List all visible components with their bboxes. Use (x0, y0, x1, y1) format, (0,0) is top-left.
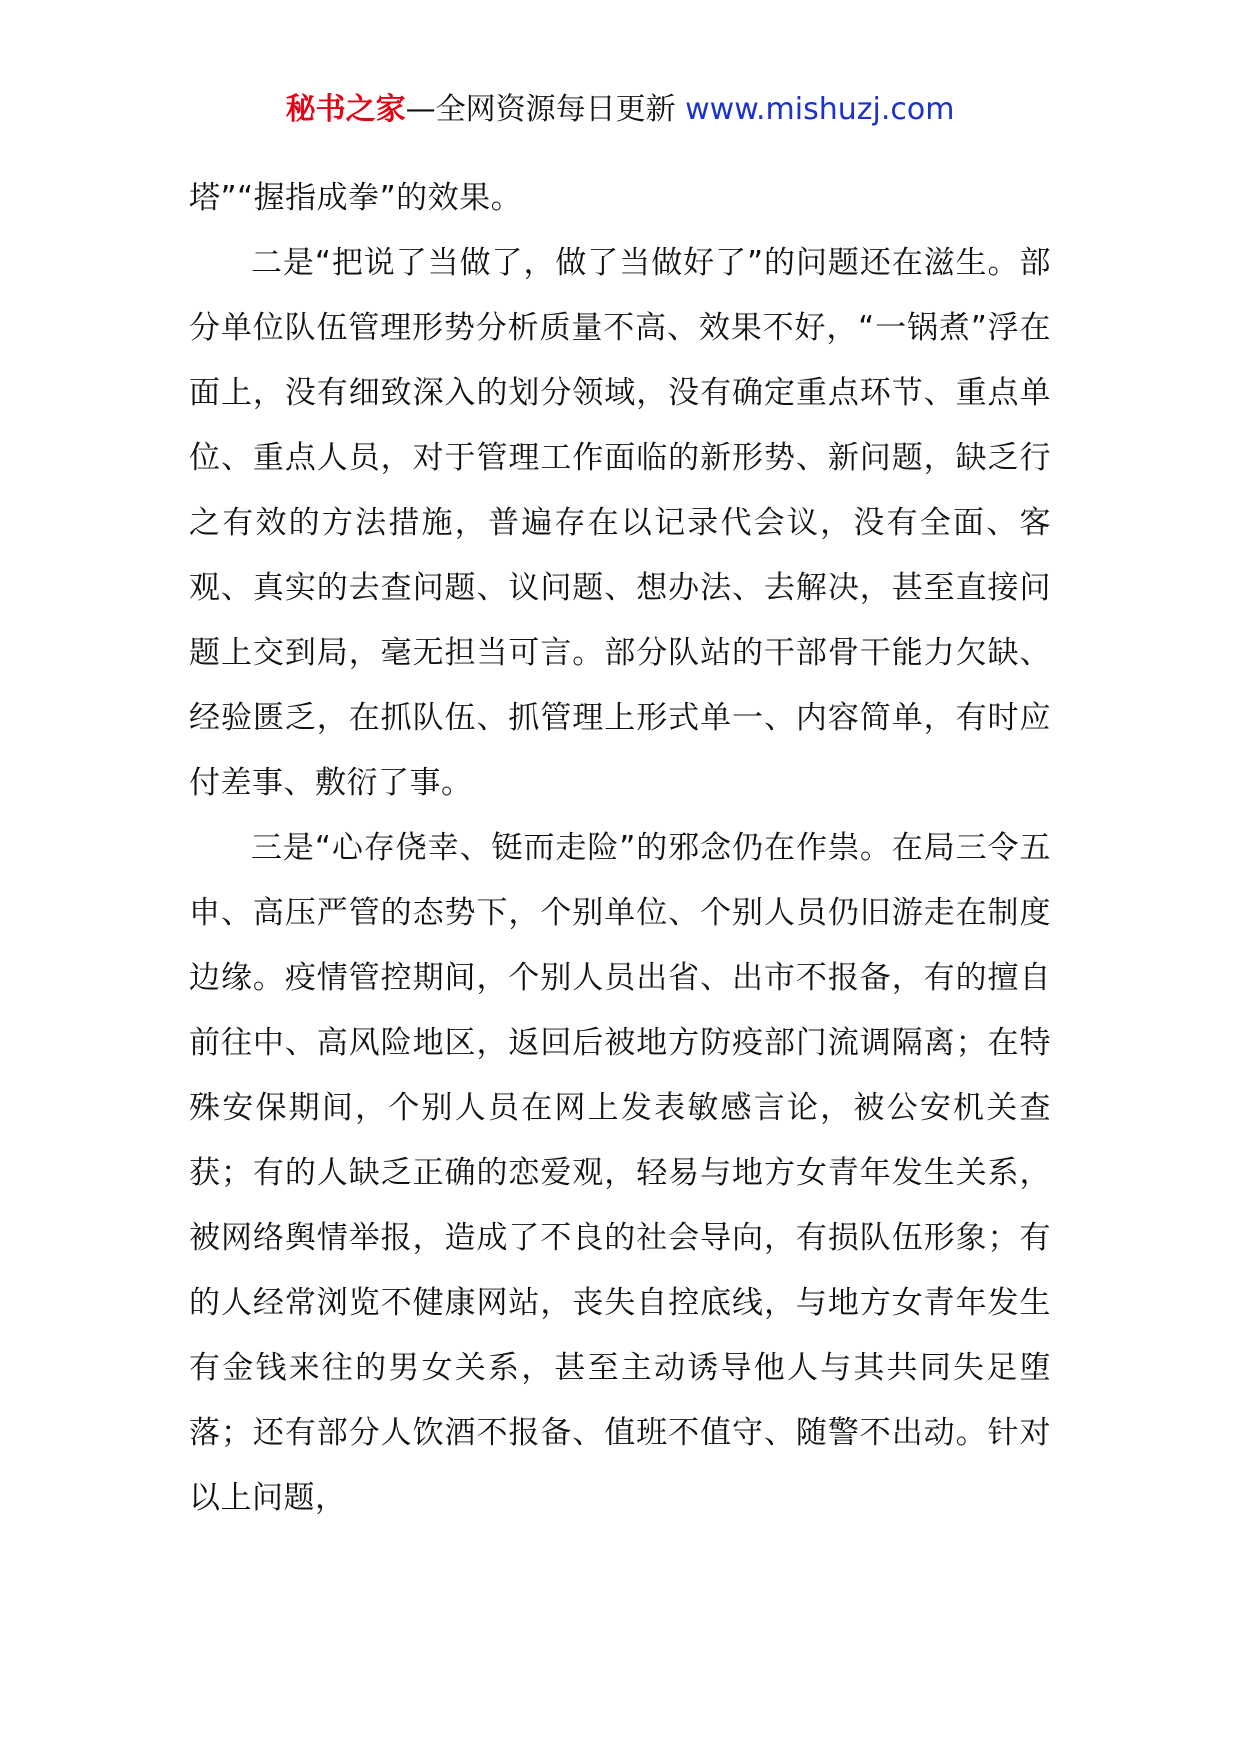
document-body (189, 166, 1051, 1531)
paragraph-third-issue: 三是“心存侥幸、铤而走险”的邪念仍在作祟。在局三令五申、高压严管的态势下，个别单位、个别人员仍旧游走在制度边缘。疫情管控期间，个别人员出省、出市不报备，有的擅自前往中、高风险地区，返回后被地方防疫部门流调隔离；在特殊安保期间，个别人员在网上发表敏感言论，被公安机关查获；有的人缺乏正确的恋爱观，轻易与地方女青年发生关系，被网络舆情举报，造成了不良的社会导向，有损队伍形象；有的人经常浏览不健康网站，丧失自控底线，与地方女青年发生有金钱来往的男女关系，甚至主动诱导他人与其共同失足堕落；还有部分人饮酒不报备、值班不值守、随警不出动。针对以上问题， (189, 830, 1051, 1516)
site-url-link[interactable]: www.mishuzj.com (685, 92, 955, 127)
brand-name: 秘书之家 (285, 92, 406, 127)
page-header (0, 88, 1240, 132)
header-tagline: —全网资源每日更新 (405, 92, 686, 127)
paragraph-continuation: 塔”“握指成拳”的效果。 (189, 180, 523, 216)
paragraph-second-issue: 二是“把说了当做了，做了当做好了”的问题还在滋生。部分单位队伍管理形势分析质量不高、效果不好，“一锅煮”浮在面上，没有细致深入的划分领域，没有确定重点环节、重点单位、重点人员，对于管理工作面临的新形势、新问题，缺乏行之有效的方法措施，普遍存在以记录代会议，没有全面、客观、真实的去查问题、议问题、想办法、去解决，甚至直接问题上交到局，毫无担当可言。部分队站的干部骨干能力欠缺、经验匮乏，在抓队伍、抓管理上形式单一、内容简单，有时应付差事、敷衍了事。 (189, 245, 1051, 801)
